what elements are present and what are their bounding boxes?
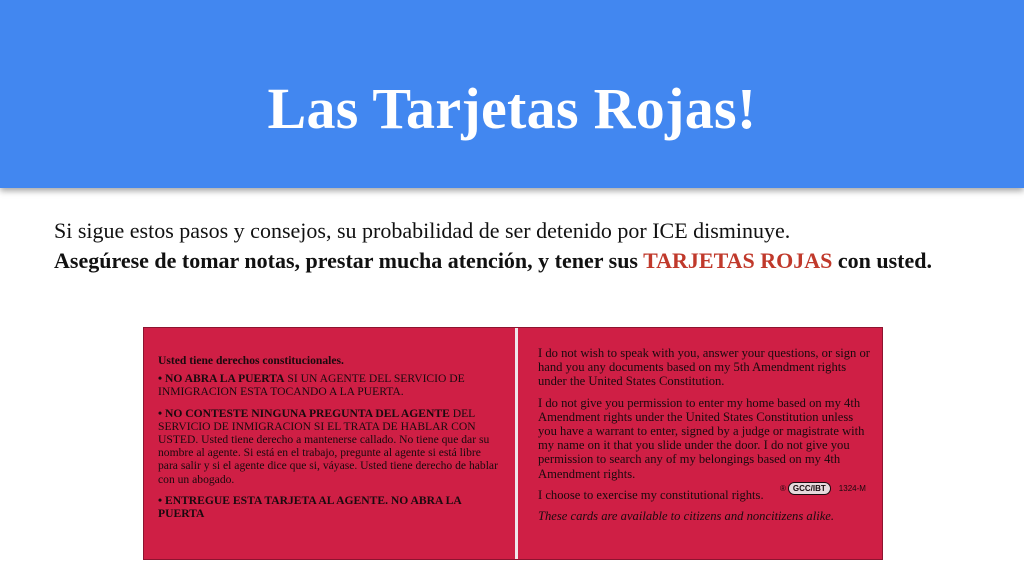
red-card-image	[143, 327, 883, 560]
card-left-item-2	[158, 407, 503, 486]
body-line-2-end: con usted.	[832, 248, 932, 273]
union-logo	[780, 482, 866, 495]
body-line-1: Si sigue estos pasos y consejos, su probabilidad de ser detenido por ICE disminuye.	[54, 218, 791, 243]
card-left-item-1	[158, 372, 503, 398]
card-right-para-3: I choose to exercise my constitutional rights.	[538, 487, 764, 502]
print-code: 1324-M	[838, 484, 866, 493]
body-line-2-accent: TARJETAS ROJAS	[643, 248, 833, 273]
slide-title: Las Tarjetas Rojas!	[267, 75, 757, 141]
card-left-item-3	[158, 494, 503, 520]
card-right-para-2: I do not give you permission to enter my home based on my 4th Amendment rights under the United States Constitution unless you have a warrant to enter, signed by a judge or magistrate with my name on it that you slide under the door. I do not give you permission to search any of my belongings based on my 4th Amendment rights.	[538, 395, 865, 481]
slide-header	[0, 0, 1024, 188]
union-seal-icon: GCC/IBT	[788, 482, 831, 495]
card-left-item-1-rest: SI UN AGENTE DEL SERVICIO DE INMIGRACION ESTA TOCANDO A LA PUERTA.	[158, 372, 465, 399]
card-right-para-1: I do not wish to speak with you, answer your questions, or sign or hand you any documents based on my 5th Amendment rights under the United States Constitution.	[538, 346, 870, 389]
card-left-item-3-bold: • ENTREGUE ESTA TARJETA AL AGENTE. NO ABRA LA PUERTA	[158, 493, 462, 521]
card-left-item-2-rest: DEL SERVICIO DE INMIGRACION SI EL TRATA DE HABLAR CON USTED. Usted tiene derecho a mantenerse callado. No tiene que dar su nombre al agente. Si está en el trabajo, pregunte al agente si está libre para salir y si el agente dice que si, váyase. Usted tiene derecho de hablar con un abogado.	[158, 406, 498, 486]
card-right-para-4: These cards are available to citizens and noncitizens alike.	[538, 509, 835, 524]
card-left-panel	[158, 354, 503, 528]
card-left-heading: Usted tiene derechos constitucionales.	[158, 354, 344, 367]
card-left-item-1-bold: • NO ABRA LA PUERTA	[158, 372, 285, 386]
card-left-item-2-bold: • NO CONTESTE NINGUNA PREGUNTA DEL AGENTE	[158, 406, 450, 420]
card-divider	[515, 328, 518, 559]
body-text	[54, 216, 994, 276]
body-line-2-bold: Asegúrese de tomar notas, prestar mucha atención, y tener sus	[54, 248, 644, 273]
card-right-panel	[538, 346, 873, 530]
registered-mark: ®	[780, 484, 786, 493]
